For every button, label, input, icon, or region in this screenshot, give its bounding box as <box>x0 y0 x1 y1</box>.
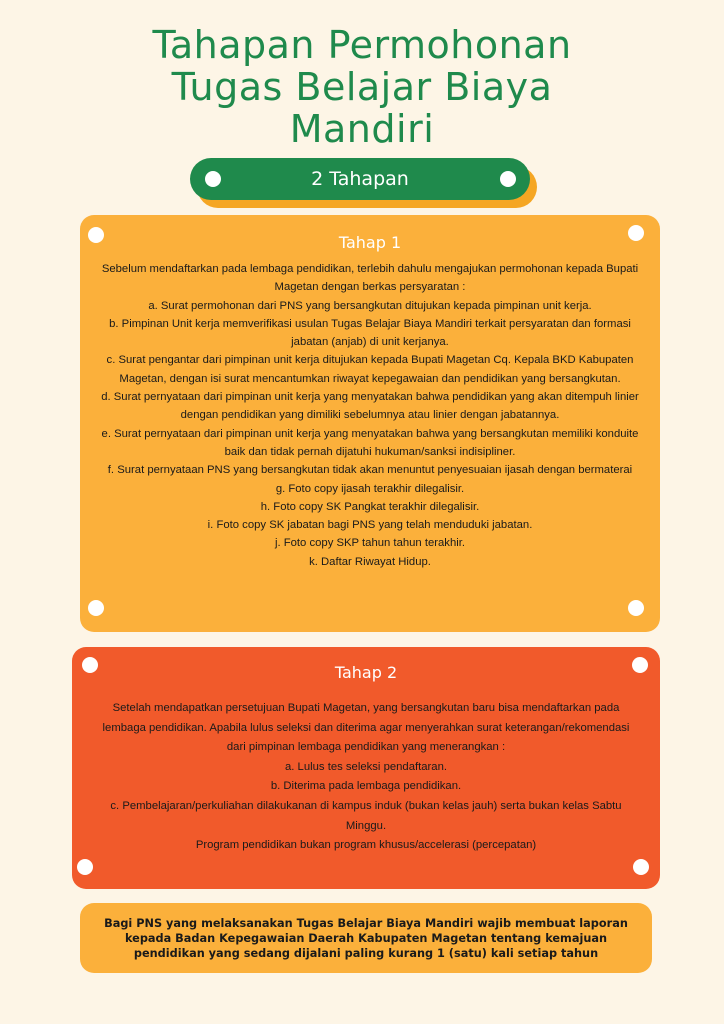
tahap-1-card <box>80 215 660 632</box>
tahap-2-card <box>72 647 660 889</box>
list-item: k. Daftar Riwayat Hidup. <box>309 555 431 568</box>
tahap-1-body <box>100 260 640 571</box>
title-line-3: Mandiri <box>289 107 435 151</box>
list-item: h. Foto copy SK Pangkat terakhir dilegalisir. <box>260 500 480 513</box>
badge-dot-left <box>205 171 221 187</box>
tahap-1-intro: Sebelum mendaftarkan pada lembaga pendidikan, terlebih dahulu mengajukan permohonan kepada Bupati Magetan dengan berkas persyaratan : <box>101 263 639 294</box>
tahap-2-intro: Setelah mendapatkan persetujuan Bupati Magetan, yang bersangkutan baru bisa mendaftarkan pada lembaga pendidikan. Apabila lulus seleksi dan diterima agar menyerahkan surat keterangan/rekomendasi dari pimpinan lembaga pendidikan yang menerangkan : <box>102 702 630 754</box>
list-item: g. Foto copy ijasah terakhir dilegalisir. <box>275 482 465 495</box>
report-notice-text: Bagi PNS yang melaksanakan Tugas Belajar Biaya Mandiri wajib membuat laporan kepada Badan Kepegawaian Daerah Kabupaten Magetan tentang kemajuan pendidikan yang sedang dijalani paling kurang 1 (satu) kali setiap tahun <box>104 917 628 960</box>
corner-dot <box>77 859 93 875</box>
tahap-2-body <box>92 699 640 856</box>
list-item: f. Surat pernyataan PNS yang bersangkutan tidak akan menuntut penyesuaian ijasah dengan bermaterai <box>107 464 633 477</box>
corner-dot <box>628 600 644 616</box>
list-item: i. Foto copy SK jabatan bagi PNS yang telah menduduki jabatan. <box>207 519 533 532</box>
badge-label: 2 Tahapan <box>311 168 409 190</box>
corner-dot <box>633 859 649 875</box>
list-item: d. Surat pernyataan dari pimpinan unit kerja yang menyatakan bahwa pendidikan yang akan ditempuh linier dengan pendidikan yang dimiliki sebelumnya atau linier dengan jabatannya. <box>101 391 639 422</box>
title-line-1: Tahapan Permohonan <box>152 23 572 67</box>
list-item: e. Surat pernyataan dari pimpinan unit kerja yang menyatakan bahwa yang bersangkutan memiliki konduite baik dan tidak pernah dijatuhi hukuman/sanksi indisipliner. <box>101 427 639 458</box>
stage-count-badge <box>190 158 530 200</box>
list-item: c. Pembelajaran/perkuliahan dilakukanan di kampus induk (bukan kelas jauh) serta bukan kelas Sabtu Minggu. <box>110 799 622 832</box>
page-title <box>0 24 724 150</box>
corner-dot <box>88 600 104 616</box>
badge-dot-right <box>500 171 516 187</box>
tahap-2-note: Program pendidikan bukan program khusus/accelerasi (percepatan) <box>195 839 537 852</box>
list-item: b. Diterima pada lembaga pendidikan. <box>270 780 462 793</box>
list-item: a. Surat permohonan dari PNS yang bersangkutan ditujukan kepada pimpinan unit kerja. <box>148 299 592 312</box>
list-item: j. Foto copy SKP tahun tahun terakhir. <box>274 537 466 550</box>
list-item: b. Pimpinan Unit kerja memverifikasi usulan Tugas Belajar Biaya Mandiri terkait persyaratan dan formasi jabatan (anjab) di unit kerjanya. <box>109 317 631 349</box>
tahap-2-title: Tahap 2 <box>334 663 398 682</box>
list-item: c. Surat pengantar dari pimpinan unit kerja ditujukan kepada Bupati Magetan Cq. Kepala BKD Kabupaten Magetan, dengan isi surat mencantumkan riwayat kepegawaian dan pendidikan yang bersangkutan. <box>106 354 634 385</box>
report-notice-box <box>80 903 652 973</box>
title-line-2: Tugas Belajar Biaya <box>171 65 553 109</box>
tahap-1-title: Tahap 1 <box>338 233 402 252</box>
list-item: a. Lulus tes seleksi pendaftaran. <box>284 760 448 773</box>
